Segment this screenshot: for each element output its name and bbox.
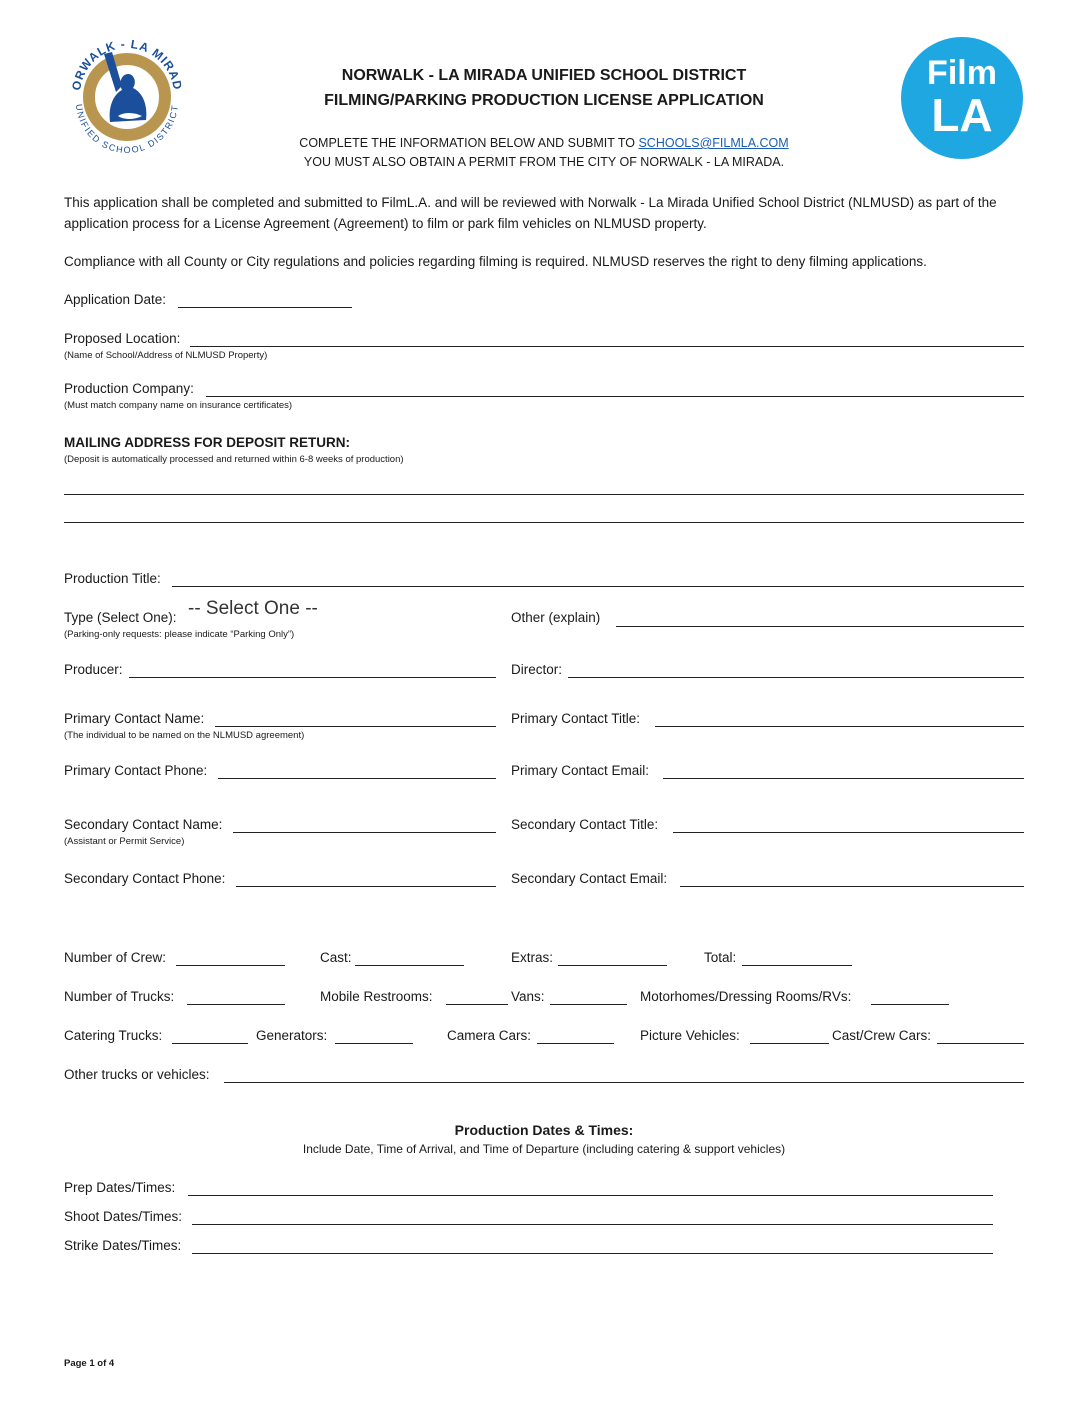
production-dates-heading: Production Dates & Times: [454,1122,634,1138]
mailing-address-note: (Deposit is automatically processed and returned within 6-8 weeks of production) [64,454,404,465]
vans-field[interactable] [550,1004,627,1005]
prep-dates-label: Prep Dates/Times: [64,1180,176,1195]
permit-instructions: YOU MUST ALSO OBTAIN A PERMIT FROM THE CITY OF NORWALK - LA MIRADA. [303,155,785,169]
mobile-restrooms-label: Mobile Restrooms: [320,989,433,1004]
strike-dates-field[interactable] [192,1253,993,1254]
primary-contact-title-label: Primary Contact Title: [511,711,641,726]
primary-contact-email-field[interactable] [663,778,1024,779]
production-title-label: Production Title: [64,571,161,586]
mailing-address-line-1[interactable] [64,494,1024,495]
director-label: Director: [511,662,563,677]
compliance-paragraph: Compliance with all County or City regulations and policies regarding filming is required. NLMUSD reserves the right to deny filming applications. [64,254,927,269]
svg-text:NORWALK - LA MIRADA: ORWALK - LA MIRAD [69,36,185,92]
mailing-address-heading: MAILING ADDRESS FOR DEPOSIT RETURN: [64,435,351,450]
production-dates-subheading: Include Date, Time of Arrival, and Time of Departure (including catering & support vehicles) [302,1142,786,1156]
motorhomes-field[interactable] [871,1004,949,1005]
generators-field[interactable] [335,1043,413,1044]
proposed-location-field[interactable] [190,346,1024,347]
extras-field[interactable] [558,965,667,966]
secondary-contact-title-field[interactable] [673,832,1024,833]
production-title-field[interactable] [172,586,1024,587]
secondary-contact-title-label: Secondary Contact Title: [511,817,659,832]
cast-field[interactable] [355,965,464,966]
svg-text:UNIFIED SCHOOL DISTRICT: UNIFIED SCHOOL DISTRICT [73,103,181,156]
shoot-dates-label: Shoot Dates/Times: [64,1209,183,1224]
extras-label: Extras: [511,950,554,965]
catering-trucks-label: Catering Trucks: [64,1028,163,1043]
generators-label: Generators: [256,1028,328,1043]
cast-crew-cars-field[interactable] [937,1043,1024,1044]
number-of-trucks-field[interactable] [187,1004,285,1005]
cast-label: Cast: [320,950,352,965]
secondary-contact-email-label: Secondary Contact Email: [511,871,668,886]
prep-dates-field[interactable] [188,1195,993,1196]
filmla-logo-text-la: LA [931,89,993,141]
secondary-contact-name-field[interactable] [233,832,496,833]
production-company-field[interactable] [206,396,1024,397]
producer-field[interactable] [129,677,496,678]
other-explain-field[interactable] [616,626,1024,627]
total-field[interactable] [742,965,852,966]
number-of-trucks-label: Number of Trucks: [64,989,175,1004]
primary-contact-title-field[interactable] [655,726,1024,727]
strike-dates-label: Strike Dates/Times: [64,1238,182,1253]
application-date-field[interactable] [178,307,352,308]
submit-email-link[interactable]: SCHOOLS@FILMLA.COM [638,136,789,150]
mobile-restrooms-field[interactable] [446,1004,508,1005]
secondary-contact-phone-field[interactable] [236,886,496,887]
primary-contact-name-label: Primary Contact Name: [64,711,205,726]
submit-instructions [0,136,1088,150]
secondary-contact-name-note: (Assistant or Permit Service) [64,836,185,847]
other-explain-label: Other (explain) [511,610,601,625]
primary-contact-name-field[interactable] [215,726,496,727]
mailing-address-line-2[interactable] [64,522,1024,523]
camera-cars-field[interactable] [537,1043,614,1044]
submit-instructions-text: COMPLETE THE INFORMATION BELOW AND SUBMIT TO [299,136,639,150]
production-company-label: Production Company: [64,381,194,396]
primary-contact-email-label: Primary Contact Email: [511,763,650,778]
vans-label: Vans: [511,989,545,1004]
picture-vehicles-field[interactable] [750,1043,829,1044]
producer-label: Producer: [64,662,123,677]
title-district: NORWALK - LA MIRADA UNIFIED SCHOOL DISTRICT [341,67,747,84]
page-number: Page 1 of 4 [64,1358,115,1369]
proposed-location-note: (Name of School/Address of NLMUSD Property) [64,350,268,361]
motorhomes-label: Motorhomes/Dressing Rooms/RVs: [640,989,852,1004]
number-of-crew-field[interactable] [176,965,285,966]
picture-vehicles-label: Picture Vehicles: [640,1028,740,1043]
type-select[interactable]: -- Select One -- [188,598,318,619]
production-company-note: (Must match company name on insurance certificates) [64,400,293,411]
shoot-dates-field[interactable] [192,1224,993,1225]
primary-contact-name-note: (The individual to be named on the NLMUSD agreement) [64,730,305,741]
camera-cars-label: Camera Cars: [447,1028,532,1043]
other-vehicles-field[interactable] [224,1082,1024,1083]
other-vehicles-label: Other trucks or vehicles: [64,1067,210,1082]
cast-crew-cars-label: Cast/Crew Cars: [832,1028,932,1043]
application-date-label: Application Date: [64,292,167,307]
total-label: Total: [704,950,737,965]
type-label: Type (Select One): [64,610,177,625]
proposed-location-label: Proposed Location: [64,331,181,346]
type-note: (Parking-only requests: please indicate “Parking Only”) [64,629,295,640]
title-application: FILMING/PARKING PRODUCTION LICENSE APPLICATION [324,92,764,109]
primary-contact-phone-field[interactable] [218,778,496,779]
intro-paragraph: This application shall be completed and submitted to FilmL.A. and will be reviewed with Norwalk - La Mirada Unified School District (NLMUSD) as part of the application process for a License Agreement (Agreement) to film or park film vehicles on NLMUSD property. [64,195,997,231]
secondary-contact-name-label: Secondary Contact Name: [64,817,223,832]
primary-contact-phone-label: Primary Contact Phone: [64,763,208,778]
secondary-contact-email-field[interactable] [680,886,1024,887]
filmla-logo-text-film: Film [927,54,997,92]
director-field[interactable] [568,677,1024,678]
catering-trucks-field[interactable] [172,1043,248,1044]
number-of-crew-label: Number of Crew: [64,950,167,965]
secondary-contact-phone-label: Secondary Contact Phone: [64,871,226,886]
